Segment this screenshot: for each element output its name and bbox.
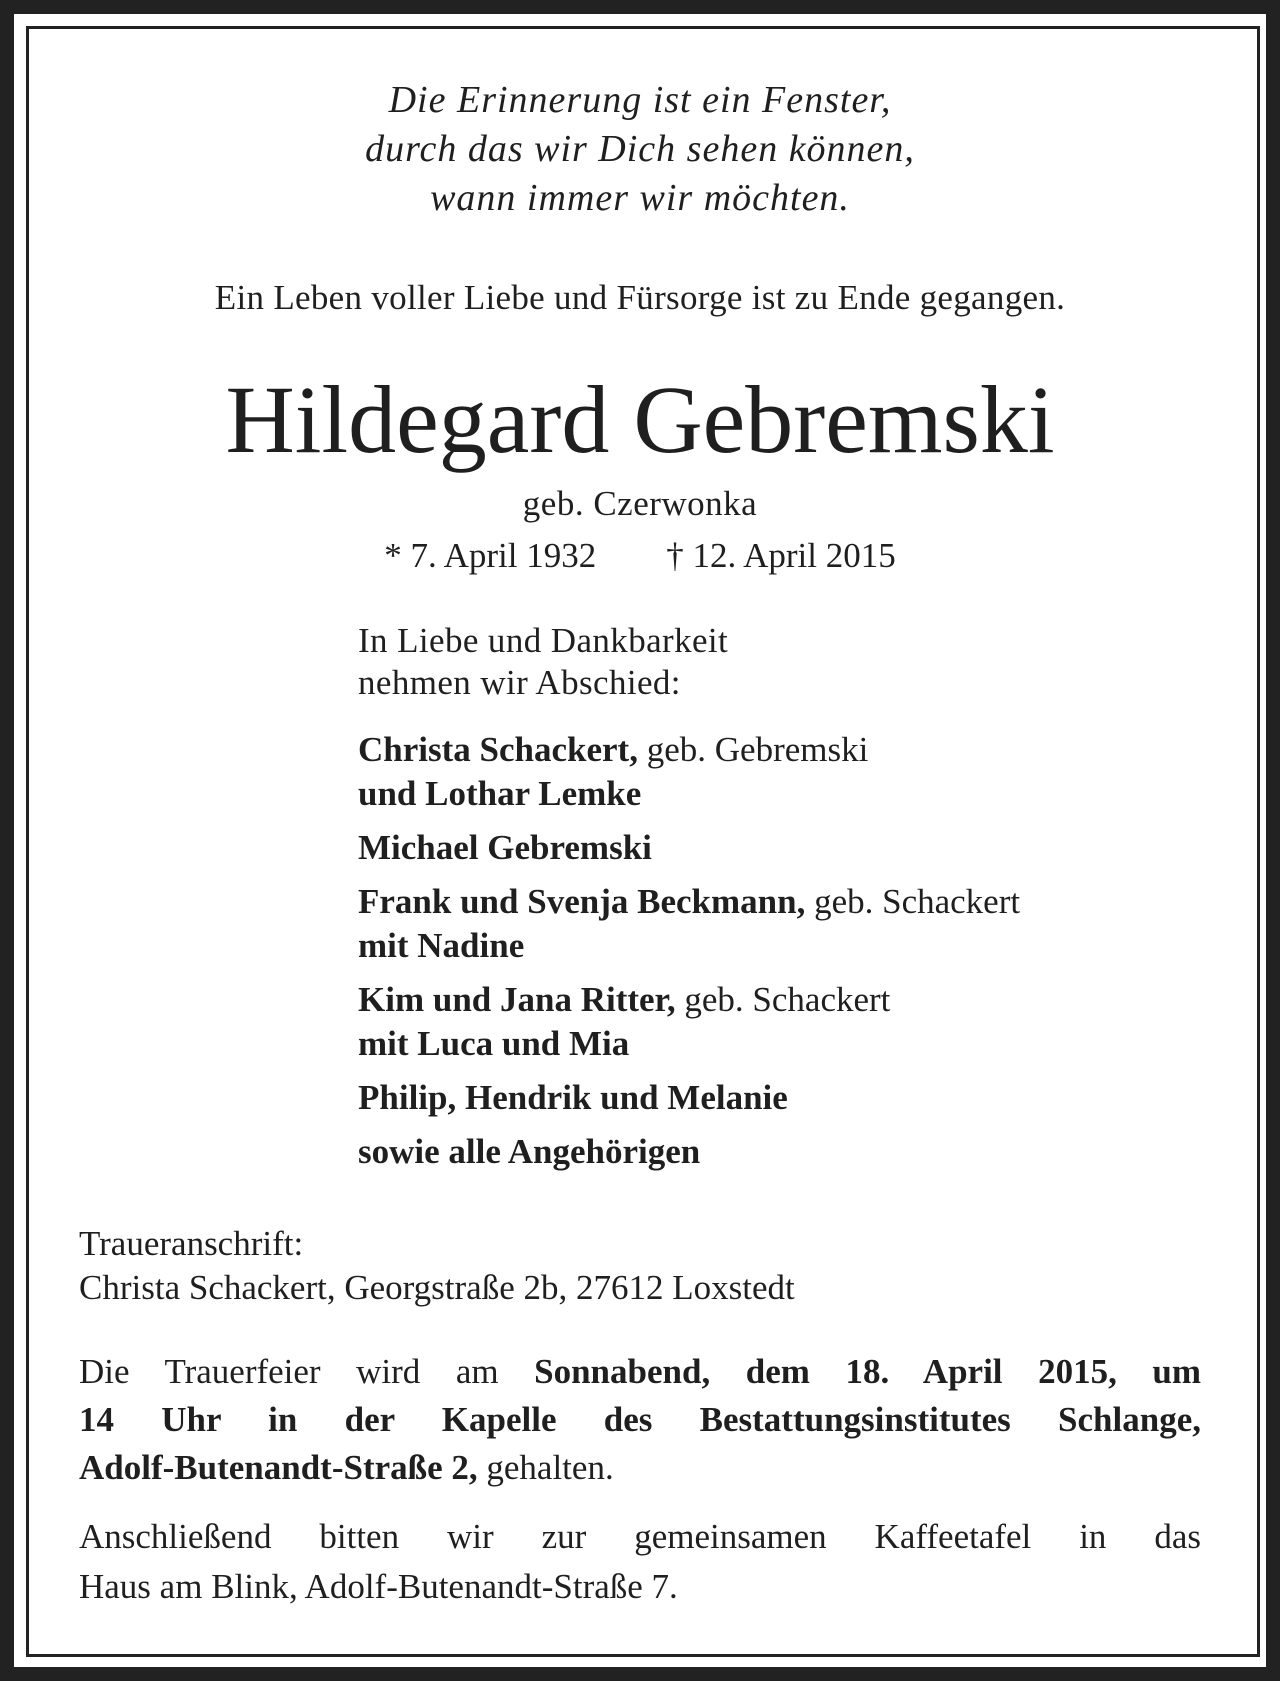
service-text: gehalten. [477, 1448, 614, 1487]
service-location: 14 Uhr in der Kapelle des Bestattungsinstitutes Schlange, [79, 1400, 1201, 1439]
motto-line: wann immer wir möchten. [430, 177, 850, 219]
mourner-companion: und Lothar Lemke [358, 774, 642, 813]
address-value: Christa Schackert, Georgstraße 2b, 27612 Loxstedt [79, 1268, 795, 1307]
farewell-text [358, 620, 728, 704]
mourners-list [358, 728, 1020, 1184]
reception-info [79, 1512, 1201, 1612]
mourner-name: Michael Gebremski [358, 828, 652, 867]
mourner-group [358, 880, 1020, 968]
mourner-relation: geb. Schackert [675, 980, 891, 1019]
service-text: Die Trauerfeier wird am [79, 1352, 535, 1391]
mourner-group [358, 826, 1020, 870]
motto-line: Die Erinnerung ist ein Fenster, [388, 79, 892, 121]
mourner-name: Christa Schackert, [358, 730, 638, 769]
birth-date: * 7. April 1932 [384, 536, 597, 575]
motto-quote [0, 76, 1280, 223]
motto-line: durch das wir Dich sehen können, [365, 128, 915, 170]
mourner-name: Kim und Jana Ritter, [358, 980, 676, 1019]
mourner-companion: mit Nadine [358, 926, 525, 965]
mourner-name: sowie alle Angehörigen [358, 1132, 701, 1171]
deceased-name: Hildegard Gebremski [225, 366, 1055, 473]
reception-line: Haus am Blink, Adolf-Butenandt-Straße 7. [79, 1567, 678, 1606]
service-date: Sonnabend, dem 18. April 2015, um [534, 1352, 1201, 1391]
service-street: Adolf-Butenandt-Straße 2, [79, 1448, 478, 1487]
funeral-address [79, 1222, 1201, 1310]
service-line [79, 1348, 1201, 1396]
mourner-relation: geb. Gebremski [637, 730, 869, 769]
address-label: Traueranschrift: [79, 1224, 304, 1263]
farewell-line: nehmen wir Abschied: [358, 663, 681, 702]
mourner-group [358, 978, 1020, 1066]
intro-text: Ein Leben voller Liebe und Fürsorge ist zu Ende gegangen. [214, 278, 1066, 317]
mourner-group [358, 1130, 1020, 1174]
mourner-relation: geb. Schackert [805, 882, 1021, 921]
funeral-service-info [79, 1348, 1201, 1492]
mourner-group [358, 728, 1020, 816]
reception-line: Anschließend bitten wir zur gemeinsamen Kaffeetafel in das [79, 1517, 1201, 1556]
maiden-name: geb. Czerwonka [522, 484, 758, 523]
mourner-group [358, 1076, 1020, 1120]
mourner-name: Frank und Svenja Beckmann, [358, 882, 806, 921]
life-dates [0, 534, 1280, 578]
farewell-line: In Liebe und Dankbarkeit [358, 621, 729, 660]
death-date: † 12. April 2015 [666, 536, 896, 575]
service-line [79, 1444, 1201, 1492]
mourner-companion: mit Luca und Mia [358, 1024, 630, 1063]
mourner-name: Philip, Hendrik und Melanie [358, 1078, 788, 1117]
